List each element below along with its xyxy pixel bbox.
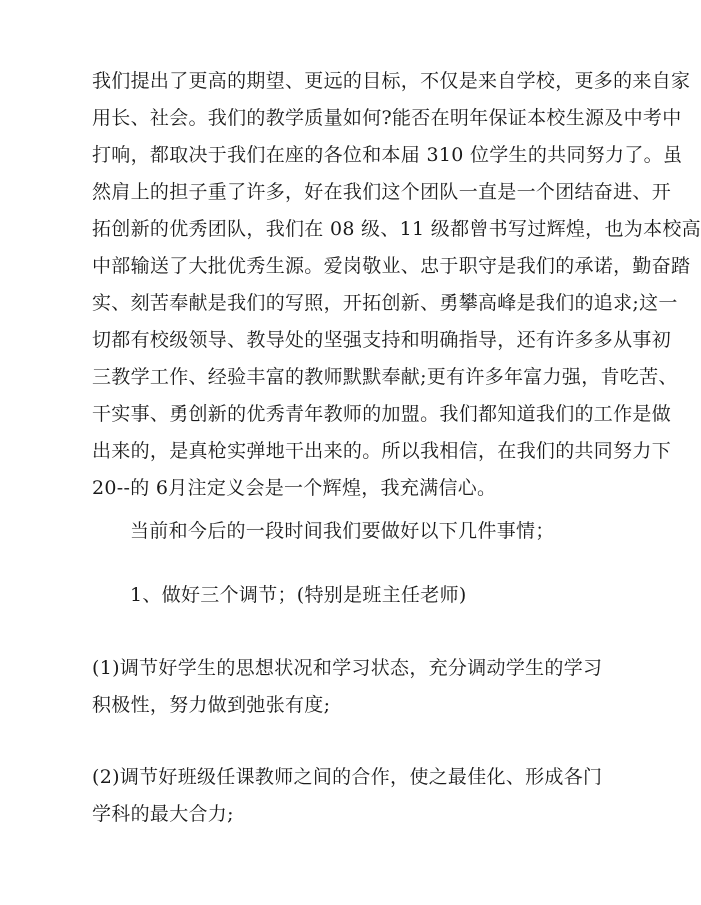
- text-line: 干实事、勇创新的优秀青年教师的加盟。我们都知道我们的工作是做: [92, 403, 672, 425]
- text-line: 然肩上的担子重了许多，好在我们这个团队一直是一个团结奋进、开: [92, 181, 672, 203]
- section-heading-three-adjustments: [130, 577, 600, 614]
- text-line: 中部输送了大批优秀生源。爱岗敬业、忠于职守是我们的承诺，勤奋踏: [92, 255, 691, 277]
- text-line: 拓创新的优秀团队，我们在 08 级、11 级都曾书写过辉煌，也为本校高: [92, 218, 701, 240]
- paragraph-intro-tasks: [130, 513, 600, 550]
- text-line: 学科的最大合力;: [92, 803, 234, 825]
- text-line: 积极性，努力做到弛张有度;: [92, 694, 331, 716]
- list-item-adjust-teachers: [92, 759, 603, 833]
- text-line: 切都有校级领导、教导处的坚强支持和明确指导，还有许多多从事初: [92, 329, 672, 351]
- text-line: 三教学工作、经验丰富的教师默默奉献;更有许多年富力强，肯吃苦、: [92, 366, 678, 388]
- text-line: (2)调节好班级任课教师之间的合作，使之最佳化、形成各门: [92, 766, 603, 788]
- text-line: 用长、社会。我们的教学质量如何?能否在明年保证本校生源及中考中: [92, 107, 682, 129]
- list-item-adjust-students: [92, 650, 603, 724]
- text-line: 20--的 6月注定义会是一个辉煌，我充满信心。: [92, 477, 497, 499]
- text-line: 打响，都取决于我们在座的各位和本届 310 位学生的共同努力了。虽: [92, 144, 683, 166]
- text-line: 出来的，是真枪实弹地干出来的。所以我相信，在我们的共同努力下: [92, 440, 672, 462]
- text-line: 我们提出了更高的期望、更远的目标，不仅是来自学校，更多的来自家: [92, 70, 691, 92]
- text-line: (1)调节好学生的思想状况和学习状态，充分调动学生的学习: [92, 657, 603, 679]
- paragraph-goals-and-team: [92, 63, 701, 507]
- text-line: 实、刻苦奉献是我们的写照，开拓创新、勇攀高峰是我们的追求;这一: [92, 292, 678, 314]
- text-line: 当前和今后的一段时间我们要做好以下几件事情；: [130, 520, 555, 542]
- text-line: 1、做好三个调节；(特别是班主任老师): [130, 584, 467, 606]
